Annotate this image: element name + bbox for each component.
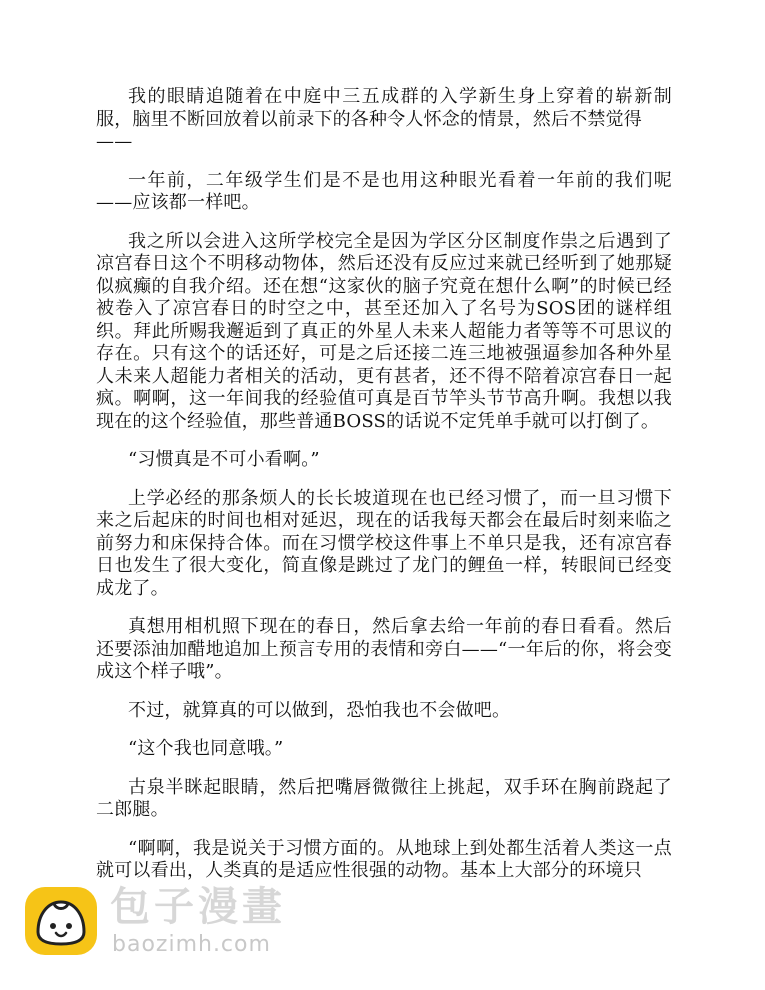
document-body	[96, 86, 672, 883]
paragraph-1: 我的眼睛追随着在中庭中三五成群的入学新生身上穿着的崭新制服，脑里不断回放着以前录下的各种令人怀念的情景，然后不禁觉得 ——	[96, 86, 672, 152]
paragraph-7: 不过，就算真的可以做到，恐怕我也不会做吧。	[128, 699, 511, 721]
bun-logo-icon	[24, 886, 98, 956]
paragraph-5: 上学必经的那条烦人的长长坡道现在也已经习惯了，而一旦习惯下来之后起床的时间也相对延迟，现在的话我每天都会在最后时刻来临之前努力和床保持合体。而在习惯学校这件事上不单只是我，还有凉宫春日也发生了很大变化，简直像是跳过了龙门的鲤鱼一样，转眼间已经变成龙了。	[96, 487, 672, 599]
paragraph-6: 真想用相机照下现在的春日，然后拿去给一年前的春日看看。然后还要添油加醋地追加上预言专用的表情和旁白——“一年后的你，将会变成这个样子哦”。	[96, 616, 672, 682]
paragraph-10: “啊啊，我是说关于习惯方面的。从地球上到处都生活着人类这一点就可以看出，人类真的是适应性很强的动物。基本上大部分的环境只	[96, 837, 672, 881]
paragraph-4: “习惯真是不可小看啊。”	[128, 449, 320, 470]
paragraph-9: 古泉半眯起眼睛，然后把嘴唇微微往上挑起，双手环在胸前跷起了二郎腿。	[96, 776, 672, 820]
paragraph-3: 我之所以会进入这所学校完全是因为学区分区制度作祟之后遇到了凉宫春日这个不明移动物体，然后还没有反应过来就已经听到了她那疑似疯癫的自我介绍。还在想“这家伙的脑子究竟在想什么啊”的时候已经被卷入了凉宫春日的时空之中，甚至还加入了名号为SOS团的谜样组织。拜此所赐我邂逅到了真正的外星人未来人超能力者等等不可思议的存在。只有这个的话还好，可是之后还接二连三地被强逼参加各种外星人未来人超能力者相关的活动，更有甚者，还不得不陪着凉宫春日一起疯。啊啊，这一年间我的经验值可真是百节竿头节节高升啊。我想以我现在的这个经验值，那些普通BOSS的话说不定凭单手就可以打倒了。	[96, 230, 672, 432]
watermark-site-name: 包子漫畫	[110, 884, 286, 930]
paragraph-8: “这个我也同意哦。”	[128, 738, 284, 759]
watermark-domain: baozimh.com	[112, 932, 271, 957]
paragraph-2: 一年前，二年级学生们是不是也用这种眼光看着一年前的我们呢——应该都一样吧。	[96, 169, 672, 213]
watermark	[24, 882, 324, 962]
